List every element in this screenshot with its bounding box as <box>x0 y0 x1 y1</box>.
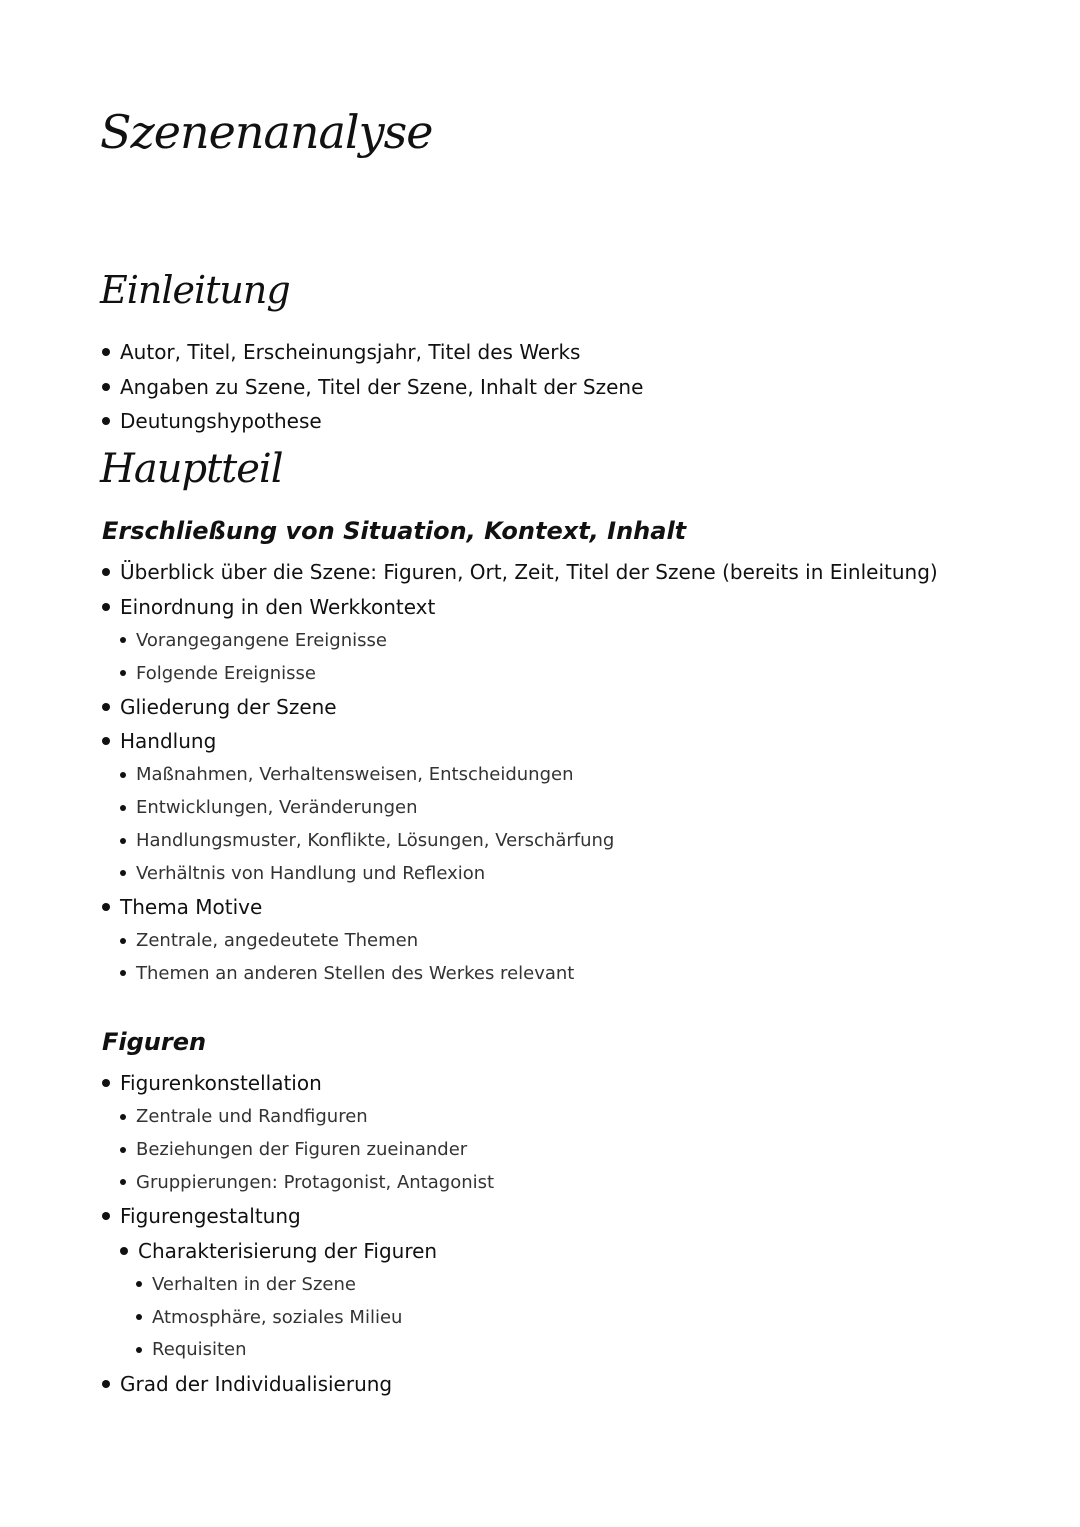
list-subsubitem <box>102 1268 494 1301</box>
list-subitem <box>102 791 938 824</box>
list-item <box>102 724 938 759</box>
list-item-text: Folgende Ereignisse <box>136 662 316 684</box>
bullet-icon <box>120 670 126 676</box>
list-item-text: Figurengestaltung <box>120 1204 301 1229</box>
bullet-icon <box>120 1247 128 1255</box>
list-item <box>102 1066 494 1101</box>
bullet-icon <box>136 1314 142 1320</box>
list-subitem <box>102 1101 494 1134</box>
section-heading-hauptteil: Hauptteil <box>100 446 283 492</box>
list-subitem <box>102 1166 494 1199</box>
bullet-icon <box>136 1347 142 1353</box>
bullet-icon <box>120 1147 126 1153</box>
list-item-text: Gliederung der Szene <box>120 694 337 719</box>
list-item-text: Überblick über die Szene: Figuren, Ort, Zeit, Titel der Szene (bereits in Einleitung) <box>120 560 938 585</box>
bullet-icon <box>120 772 126 778</box>
list-item-text: Zentrale, angedeutete Themen <box>136 930 419 952</box>
list-item-text: Verhältnis von Handlung und Reflexion <box>136 862 486 884</box>
einleitung-list <box>102 335 643 439</box>
subsection-heading-erschliessung: Erschließung von Situation, Kontext, Inhalt <box>102 517 687 545</box>
bullet-icon <box>102 1212 110 1220</box>
list-item-text: Figurenkonstellation <box>120 1071 322 1096</box>
subsection-heading-figuren: Figuren <box>102 1028 207 1056</box>
list-item <box>102 890 938 925</box>
list-item-text: Autor, Titel, Erscheinungsjahr, Titel des Werks <box>120 340 581 365</box>
list-subitem <box>102 924 938 957</box>
list-subitem <box>102 857 938 890</box>
list-item-text: Deutungshypothese <box>120 409 322 434</box>
bullet-icon <box>120 870 126 876</box>
list-item-text: Requisiten <box>152 1339 247 1361</box>
list-item-text: Charakterisierung der Figuren <box>138 1238 438 1263</box>
list-subsubitem <box>102 1301 494 1334</box>
list-item <box>102 1199 494 1234</box>
list-item <box>102 690 938 725</box>
list-item-text: Gruppierungen: Protagonist, Antagonist <box>136 1171 495 1193</box>
bullet-icon <box>120 1179 126 1185</box>
list-item-text: Themen an anderen Stellen des Werkes relevant <box>136 962 575 984</box>
list-item-text: Einordnung in den Werkkontext <box>120 594 436 619</box>
list-item-text: Grad der Individualisierung <box>120 1371 393 1396</box>
list-item <box>102 370 643 405</box>
list-item <box>102 1366 494 1401</box>
list-subitem <box>102 957 938 990</box>
list-item-text: Zentrale und Randfiguren <box>136 1106 368 1128</box>
bullet-icon <box>136 1281 142 1287</box>
list-item-text: Entwicklungen, Veränderungen <box>136 797 418 819</box>
list-item-text: Maßnahmen, Verhaltensweisen, Entscheidungen <box>136 764 574 786</box>
list-subitem <box>102 759 938 792</box>
list-subitem <box>102 657 938 690</box>
bullet-icon <box>120 970 126 976</box>
erschliessung-list <box>102 555 938 990</box>
section-heading-einleitung: Einleitung <box>100 268 290 312</box>
bullet-icon <box>102 737 110 745</box>
list-item-text: Angaben zu Szene, Titel der Szene, Inhalt der Szene <box>120 374 644 399</box>
bullet-icon <box>120 1114 126 1120</box>
list-item <box>102 404 643 439</box>
bullet-icon <box>120 838 126 844</box>
bullet-icon <box>102 348 110 356</box>
list-item <box>102 590 938 625</box>
bullet-icon <box>102 568 110 576</box>
list-item-text: Beziehungen der Figuren zueinander <box>136 1139 468 1161</box>
page-title: Szenenanalyse <box>100 105 433 159</box>
bullet-icon <box>120 637 126 643</box>
list-item-text: Verhalten in der Szene <box>152 1273 356 1295</box>
bullet-icon <box>102 1079 110 1087</box>
list-subitem <box>102 624 938 657</box>
bullet-icon <box>102 703 110 711</box>
list-item-text: Thema Motive <box>120 895 263 920</box>
list-item-text: Handlungsmuster, Konflikte, Lösungen, Verschärfung <box>136 830 615 852</box>
bullet-icon <box>102 603 110 611</box>
list-subsubitem <box>102 1333 494 1366</box>
list-subitem <box>102 1233 494 1268</box>
list-subitem <box>102 1133 494 1166</box>
bullet-icon <box>102 417 110 425</box>
list-item <box>102 555 938 590</box>
list-item-text: Atmosphäre, soziales Milieu <box>152 1306 403 1328</box>
list-item <box>102 335 643 370</box>
bullet-icon <box>120 938 126 944</box>
figuren-list <box>102 1066 494 1401</box>
bullet-icon <box>102 383 110 391</box>
bullet-icon <box>120 805 126 811</box>
bullet-icon <box>102 903 110 911</box>
list-item-text: Handlung <box>120 729 217 754</box>
bullet-icon <box>102 1380 110 1388</box>
list-item-text: Vorangegangene Ereignisse <box>136 629 387 651</box>
list-subitem <box>102 824 938 857</box>
